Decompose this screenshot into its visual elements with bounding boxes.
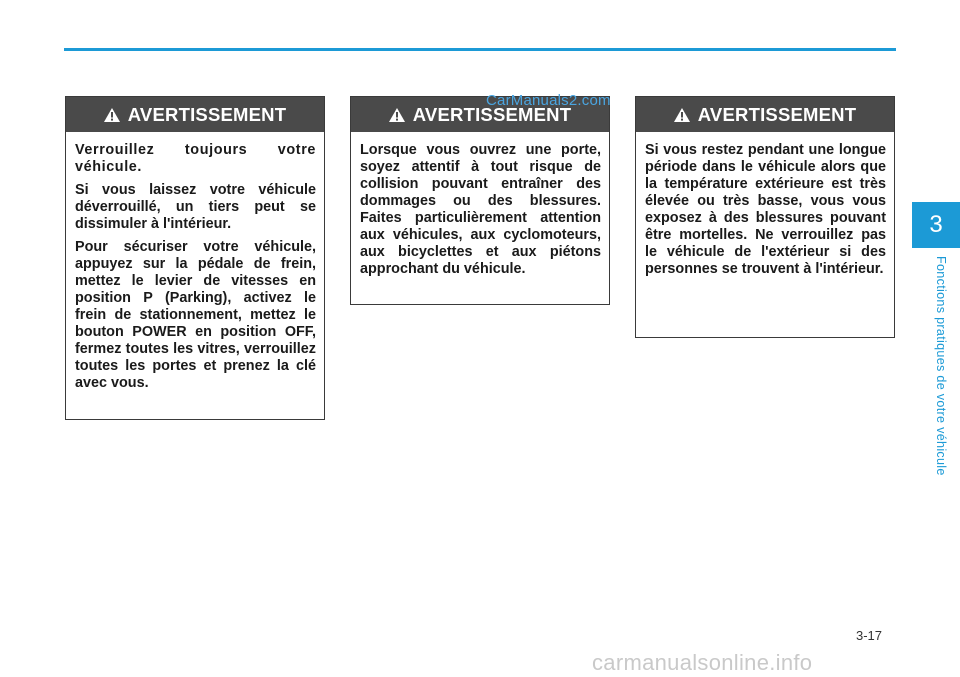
warning-title: AVERTISSEMENT (127, 103, 287, 125)
chapter-tab: 3 (912, 202, 960, 248)
warning-paragraph: Lorsque vous ouvrez une porte, soyez attentif à tout risque de collision pouvant entraîner des dommages ou des blessures. Faites particulièrement attention aux véhicules, aux cyclomoteurs, aux bicyclettes et aux piétons approchant du véhicule. (360, 142, 601, 277)
warning-box-1 (65, 96, 325, 420)
warning-title: AVERTISSEMENT (697, 103, 857, 125)
chapter-title: Fonctions pratiques de votre véhicule (934, 256, 948, 476)
warning-header (636, 97, 894, 132)
page-number: 3-17 (856, 628, 883, 643)
warning-paragraph: Pour sécuriser votre véhicule, appuyez sur la pédale de frein, mettez le levier de vitesses en position P (Parking), activez le frein de stationnement, mettez le bouton POWER en position OFF, fermez toutes les vitres, verrouillez toutes les portes et prenez la clé avec vous. (75, 239, 316, 391)
warning-paragraph: Si vous laissez votre véhicule déverrouillé, un tiers peut se dissimuler à l'intérieur. (75, 182, 316, 232)
warning-body (351, 132, 609, 304)
warning-box-2 (350, 96, 610, 305)
warning-triangle-icon (104, 108, 120, 122)
warning-box-3 (635, 96, 895, 338)
watermark-footer: carmanualsonline.info (592, 650, 813, 675)
warning-paragraph: Verrouillez toujours votre véhicule. (75, 142, 316, 175)
top-rule (64, 48, 896, 51)
warning-header (66, 97, 324, 132)
warning-body (636, 132, 894, 337)
warning-body (66, 132, 324, 419)
warning-paragraph: Si vous restez pendant une longue période dans le véhicule alors que la température extérieure est très élevée ou très basse, vous vous exposez à des blessures pouvant être mortelles. Ne verrouillez pas le véhicule de l'extérieur si des personnes se trouvent à l'intérieur. (645, 142, 886, 277)
warning-title: AVERTISSEMENT (412, 103, 572, 125)
warning-triangle-icon (389, 108, 405, 122)
warning-triangle-icon (674, 108, 690, 122)
watermark-link[interactable]: CarManuals2.com (486, 92, 611, 109)
